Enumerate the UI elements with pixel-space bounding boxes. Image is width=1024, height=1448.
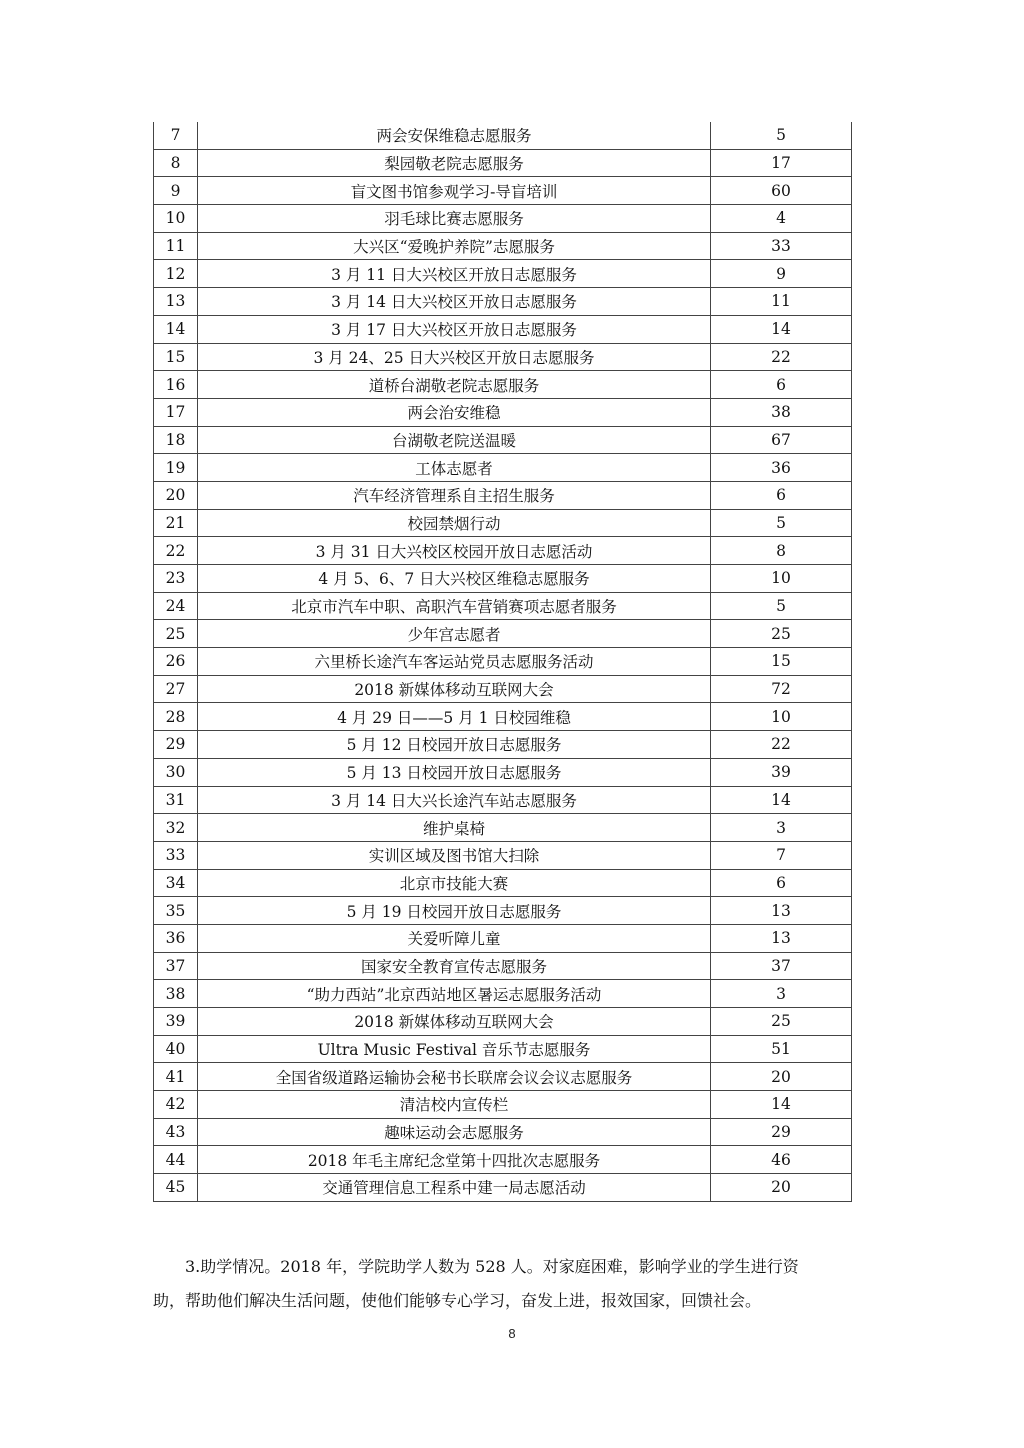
- row-number-cell: 41: [154, 1063, 198, 1091]
- row-number-cell: 38: [154, 980, 198, 1008]
- participant-count-cell: 38: [711, 398, 852, 426]
- row-number-cell: 42: [154, 1091, 198, 1119]
- table-row: [154, 1146, 852, 1174]
- table-row: [154, 703, 852, 731]
- table-row: [154, 620, 852, 648]
- activity-name-cell: 2018 新媒体移动互联网大会: [198, 675, 711, 703]
- participant-count-cell: 60: [711, 177, 852, 205]
- table-row: [154, 260, 852, 288]
- row-number-cell: 12: [154, 260, 198, 288]
- table-row: [154, 343, 852, 371]
- table-row: [154, 924, 852, 952]
- participant-count-cell: 14: [711, 1091, 852, 1119]
- activity-name-cell: 北京市汽车中职、高职汽车营销赛项志愿者服务: [198, 592, 711, 620]
- activity-name-cell: 3 月 14 日大兴长途汽车站志愿服务: [198, 786, 711, 814]
- row-number-cell: 15: [154, 343, 198, 371]
- participant-count-cell: 25: [711, 620, 852, 648]
- participant-count-cell: 14: [711, 786, 852, 814]
- table-row: [154, 1035, 852, 1063]
- table-row: [154, 731, 852, 759]
- row-number-cell: 23: [154, 565, 198, 593]
- participant-count-cell: 14: [711, 315, 852, 343]
- activity-name-cell: 5 月 13 日校园开放日志愿服务: [198, 758, 711, 786]
- participant-count-cell: 13: [711, 897, 852, 925]
- activity-name-cell: Ultra Music Festival 音乐节志愿服务: [198, 1035, 711, 1063]
- table-body: [154, 122, 852, 1201]
- activity-name-cell: 3 月 17 日大兴校区开放日志愿服务: [198, 315, 711, 343]
- activity-name-cell: 国家安全教育宣传志愿服务: [198, 952, 711, 980]
- row-number-cell: 9: [154, 177, 198, 205]
- table-row: [154, 315, 852, 343]
- row-number-cell: 31: [154, 786, 198, 814]
- participant-count-cell: 9: [711, 260, 852, 288]
- table-row: [154, 509, 852, 537]
- activity-name-cell: 4 月 29 日——5 月 1 日校园维稳: [198, 703, 711, 731]
- participant-count-cell: 22: [711, 731, 852, 759]
- participant-count-cell: 33: [711, 232, 852, 260]
- activity-name-cell: 工体志愿者: [198, 454, 711, 482]
- participant-count-cell: 10: [711, 703, 852, 731]
- row-number-cell: 24: [154, 592, 198, 620]
- activity-name-cell: 3 月 31 日大兴校区校园开放日志愿活动: [198, 537, 711, 565]
- activity-name-cell: 3 月 24、25 日大兴校区开放日志愿服务: [198, 343, 711, 371]
- table-row: [154, 758, 852, 786]
- participant-count-cell: 6: [711, 371, 852, 399]
- activity-name-cell: 台湖敬老院送温暖: [198, 426, 711, 454]
- participant-count-cell: 8: [711, 537, 852, 565]
- activity-name-cell: 盲文图书馆参观学习-导盲培训: [198, 177, 711, 205]
- activity-name-cell: 两会安保维稳志愿服务: [198, 122, 711, 149]
- table-row: [154, 122, 852, 149]
- table-row: [154, 952, 852, 980]
- row-number-cell: 8: [154, 149, 198, 177]
- table-row: [154, 1008, 852, 1036]
- participant-count-cell: 72: [711, 675, 852, 703]
- activity-name-cell: 交通管理信息工程系中建一局志愿活动: [198, 1174, 711, 1202]
- row-number-cell: 13: [154, 288, 198, 316]
- row-number-cell: 34: [154, 869, 198, 897]
- activity-name-cell: 关爱听障儿童: [198, 924, 711, 952]
- activity-name-cell: 实训区域及图书馆大扫除: [198, 841, 711, 869]
- participant-count-cell: 39: [711, 758, 852, 786]
- participant-count-cell: 29: [711, 1118, 852, 1146]
- participant-count-cell: 67: [711, 426, 852, 454]
- page-number: 8: [508, 1326, 516, 1341]
- row-number-cell: 18: [154, 426, 198, 454]
- activity-name-cell: 清洁校内宣传栏: [198, 1091, 711, 1119]
- participant-count-cell: 20: [711, 1063, 852, 1091]
- table-row: [154, 1174, 852, 1202]
- activity-name-cell: 维护桌椅: [198, 814, 711, 842]
- participant-count-cell: 3: [711, 814, 852, 842]
- table-row: [154, 426, 852, 454]
- participant-count-cell: 36: [711, 454, 852, 482]
- paragraph-line: 3.助学情况。2018 年，学院助学人数为 528 人。对家庭困难，影响学业的学生进行资: [185, 1257, 799, 1276]
- table-row: [154, 1091, 852, 1119]
- activity-name-cell: 3 月 11 日大兴校区开放日志愿服务: [198, 260, 711, 288]
- table-row: [154, 675, 852, 703]
- row-number-cell: 35: [154, 897, 198, 925]
- row-number-cell: 36: [154, 924, 198, 952]
- activity-name-cell: 全国省级道路运输协会秘书长联席会议会议志愿服务: [198, 1063, 711, 1091]
- activity-name-cell: 汽车经济管理系自主招生服务: [198, 481, 711, 509]
- row-number-cell: 45: [154, 1174, 198, 1202]
- participant-count-cell: 5: [711, 122, 852, 149]
- paragraph-line: 助，帮助他们解决生活问题，使他们能够专心学习，奋发上进，报效国家，回馈社会。: [153, 1291, 762, 1310]
- activity-name-cell: 两会治安维稳: [198, 398, 711, 426]
- table-row: [154, 814, 852, 842]
- activity-name-cell: 少年宫志愿者: [198, 620, 711, 648]
- participant-count-cell: 11: [711, 288, 852, 316]
- participant-count-cell: 17: [711, 149, 852, 177]
- table-row: [154, 481, 852, 509]
- row-number-cell: 14: [154, 315, 198, 343]
- row-number-cell: 21: [154, 509, 198, 537]
- participant-count-cell: 37: [711, 952, 852, 980]
- row-number-cell: 22: [154, 537, 198, 565]
- participant-count-cell: 5: [711, 592, 852, 620]
- row-number-cell: 10: [154, 205, 198, 233]
- participant-count-cell: 25: [711, 1008, 852, 1036]
- participant-count-cell: 3: [711, 980, 852, 1008]
- table-row: [154, 841, 852, 869]
- table-row: [154, 371, 852, 399]
- activity-name-cell: 4 月 5、6、7 日大兴校区维稳志愿服务: [198, 565, 711, 593]
- row-number-cell: 32: [154, 814, 198, 842]
- activity-name-cell: 2018 新媒体移动互联网大会: [198, 1008, 711, 1036]
- table-row: [154, 537, 852, 565]
- table-row: [154, 869, 852, 897]
- table-row: [154, 592, 852, 620]
- participant-count-cell: 6: [711, 481, 852, 509]
- table-row: [154, 232, 852, 260]
- aid-paragraph: [153, 1250, 873, 1318]
- activity-name-cell: 5 月 19 日校园开放日志愿服务: [198, 897, 711, 925]
- participant-count-cell: 4: [711, 205, 852, 233]
- participant-count-cell: 51: [711, 1035, 852, 1063]
- activity-name-cell: 2018 年毛主席纪念堂第十四批次志愿服务: [198, 1146, 711, 1174]
- row-number-cell: 20: [154, 481, 198, 509]
- row-number-cell: 7: [154, 122, 198, 149]
- activity-name-cell: 北京市技能大赛: [198, 869, 711, 897]
- table-row: [154, 149, 852, 177]
- table-row: [154, 897, 852, 925]
- row-number-cell: 19: [154, 454, 198, 482]
- participant-count-cell: 10: [711, 565, 852, 593]
- activity-name-cell: 5 月 12 日校园开放日志愿服务: [198, 731, 711, 759]
- participant-count-cell: 46: [711, 1146, 852, 1174]
- table-row: [154, 786, 852, 814]
- table-row: [154, 1118, 852, 1146]
- table-row: [154, 980, 852, 1008]
- activity-name-cell: 校园禁烟行动: [198, 509, 711, 537]
- table-row: [154, 205, 852, 233]
- row-number-cell: 33: [154, 841, 198, 869]
- row-number-cell: 25: [154, 620, 198, 648]
- participant-count-cell: 22: [711, 343, 852, 371]
- row-number-cell: 26: [154, 648, 198, 676]
- table-row: [154, 288, 852, 316]
- activity-name-cell: 六里桥长途汽车客运站党员志愿服务活动: [198, 648, 711, 676]
- participant-count-cell: 20: [711, 1174, 852, 1202]
- participant-count-cell: 5: [711, 509, 852, 537]
- table-row: [154, 454, 852, 482]
- table-row: [154, 565, 852, 593]
- activity-name-cell: 大兴区“爱晚护养院”志愿服务: [198, 232, 711, 260]
- participant-count-cell: 15: [711, 648, 852, 676]
- activity-name-cell: “助力西站”北京西站地区暑运志愿服务活动: [198, 980, 711, 1008]
- row-number-cell: 39: [154, 1008, 198, 1036]
- activity-name-cell: 道桥台湖敬老院志愿服务: [198, 371, 711, 399]
- row-number-cell: 44: [154, 1146, 198, 1174]
- row-number-cell: 28: [154, 703, 198, 731]
- row-number-cell: 37: [154, 952, 198, 980]
- row-number-cell: 30: [154, 758, 198, 786]
- table-row: [154, 398, 852, 426]
- participant-count-cell: 13: [711, 924, 852, 952]
- table-row: [154, 1063, 852, 1091]
- row-number-cell: 40: [154, 1035, 198, 1063]
- row-number-cell: 27: [154, 675, 198, 703]
- row-number-cell: 11: [154, 232, 198, 260]
- table-row: [154, 177, 852, 205]
- row-number-cell: 16: [154, 371, 198, 399]
- row-number-cell: 29: [154, 731, 198, 759]
- table-row: [154, 648, 852, 676]
- participant-count-cell: 6: [711, 869, 852, 897]
- row-number-cell: 17: [154, 398, 198, 426]
- activity-name-cell: 羽毛球比赛志愿服务: [198, 205, 711, 233]
- activity-name-cell: 趣味运动会志愿服务: [198, 1118, 711, 1146]
- activity-name-cell: 梨园敬老院志愿服务: [198, 149, 711, 177]
- volunteer-activities-table: [153, 122, 852, 1202]
- activity-name-cell: 3 月 14 日大兴校区开放日志愿服务: [198, 288, 711, 316]
- participant-count-cell: 7: [711, 841, 852, 869]
- row-number-cell: 43: [154, 1118, 198, 1146]
